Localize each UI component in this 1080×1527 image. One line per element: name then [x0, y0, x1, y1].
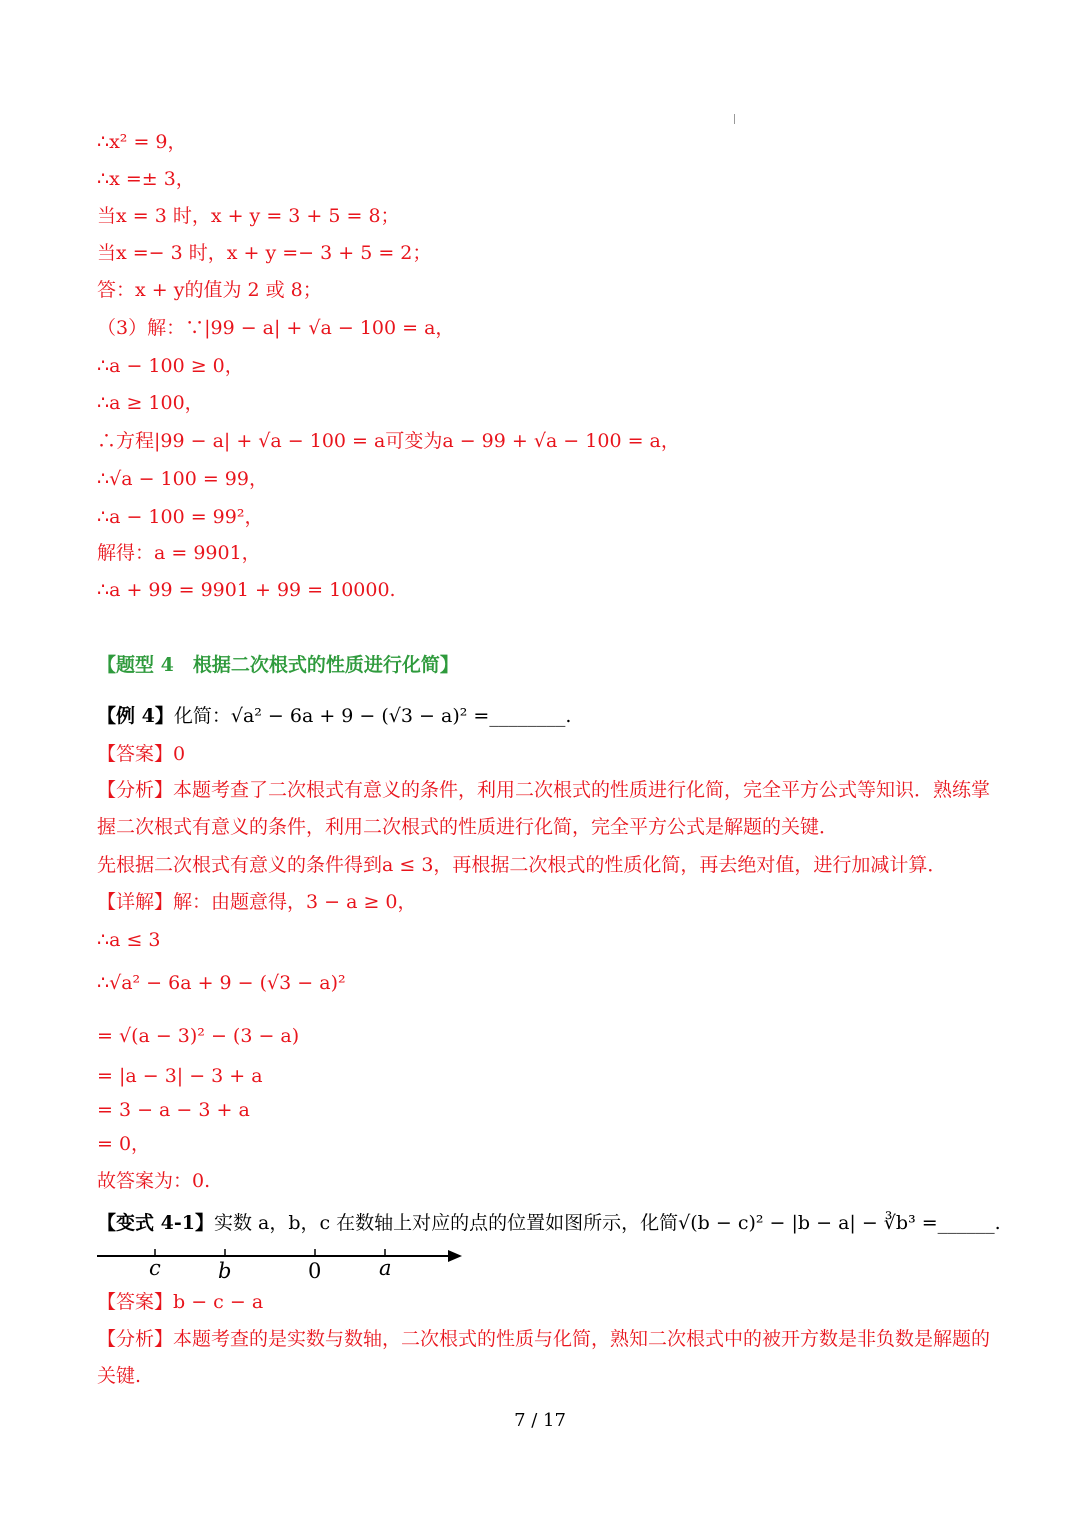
- example-detail: [97, 888, 983, 916]
- example-final: 故答案为：0.: [97, 1170, 211, 1192]
- solution-line-2: ∴x =± 3，: [97, 168, 195, 190]
- variant-analysis-1: [97, 1325, 991, 1353]
- example-detail-label: 【详解】: [97, 891, 174, 913]
- solution-line-9: ∴方程|99 − a| + √a − 100 = a可变为a − 99 + √a − 100 = a，: [97, 430, 680, 452]
- solution-line-6: （3）解：∵|99 − a| + √a − 100 = a，: [97, 317, 455, 339]
- example-step-6: = 0，: [97, 1133, 151, 1155]
- example-answer-label: 【答案】: [97, 743, 174, 765]
- number-line: [0, 1240, 1080, 1280]
- number-line-label-c: c: [149, 1256, 161, 1280]
- number-line-label-0: 0: [308, 1259, 322, 1283]
- example-analysis-text-1: 本题考查了二次根式有意义的条件，利用二次根式的性质进行化简，完全平方公式等知识．熟练掌: [173, 779, 991, 801]
- variant-answer-label: 【答案】: [97, 1291, 174, 1313]
- number-line-arrow: [448, 1250, 462, 1262]
- solution-line-13: ∴a + 99 = 9901 + 99 = 10000.: [97, 579, 396, 601]
- page-mark: [734, 114, 735, 124]
- section-title: 【题型 4 根据二次根式的性质进行化简】: [97, 654, 459, 676]
- variant-question: [97, 1209, 1001, 1237]
- variant-answer-value: b − c − a: [173, 1291, 264, 1313]
- example-detail-text: 解：由题意得，3 − a ≥ 0，: [173, 891, 417, 913]
- solution-line-11: ∴a − 100 = 99²，: [97, 506, 264, 528]
- page-number: 7 / 17: [514, 1410, 566, 1431]
- example-step-3: = √(a − 3)² − (3 − a): [97, 1025, 300, 1047]
- number-line-label-b: b: [218, 1259, 232, 1283]
- variant-analysis-2: 关键.: [97, 1365, 142, 1387]
- variant-analysis-text-1: 本题考查的是实数与数轴，二次根式的性质与化简，熟知二次根式中的被开方数是非负数是解题的: [173, 1328, 991, 1350]
- solution-line-8: ∴a ≥ 100，: [97, 392, 204, 414]
- example-step-4: = |a − 3| − 3 + a: [97, 1065, 263, 1087]
- solution-line-12: 解得：a = 9901，: [97, 542, 261, 564]
- solution-line-4: 当x =− 3 时，x + y =− 3 + 5 = 2；: [97, 242, 432, 264]
- example-analysis-1: [97, 776, 991, 804]
- variant-question-text: 实数 a，b，c 在数轴上对应的点的位置如图所示，化简√(b − c)² − |b − a| − ∛b³ =______.: [213, 1212, 1001, 1234]
- solution-line-10: ∴√a − 100 = 99，: [97, 468, 268, 490]
- variant-label: 【变式 4-1】: [97, 1212, 214, 1234]
- example-label: 【例 4】: [97, 705, 174, 727]
- example-step-1: ∴a ≤ 3: [97, 929, 161, 951]
- example-analysis-3: 先根据二次根式有意义的条件得到a ≤ 3，再根据二次根式的性质化简，再去绝对值，进行加减计算．: [97, 854, 947, 876]
- example-question-text: 化简：√a² − 6a + 9 − (√3 − a)² =________.: [173, 705, 572, 727]
- example-step-5: = 3 − a − 3 + a: [97, 1099, 250, 1121]
- example-answer-value: 0: [173, 743, 186, 765]
- example-question: [97, 702, 983, 730]
- solution-line-3: 当x = 3 时，x + y = 3 + 5 = 8；: [97, 205, 400, 227]
- example-step-2: ∴√a² − 6a + 9 − (√3 − a)²: [97, 972, 346, 994]
- example-analysis-2: 握二次根式有意义的条件，利用二次根式的性质进行化简，完全平方公式是解题的关键．: [97, 816, 839, 838]
- number-line-label-a: a: [379, 1256, 392, 1280]
- solution-line-7: ∴a − 100 ≥ 0，: [97, 355, 244, 377]
- solution-line-5: 答：x + y的值为 2 或 8；: [97, 279, 322, 301]
- example-analysis-label: 【分析】: [97, 779, 174, 801]
- example-answer: [97, 740, 983, 768]
- variant-analysis-label: 【分析】: [97, 1328, 174, 1350]
- variant-answer: [97, 1288, 983, 1316]
- solution-line-1: ∴x² = 9，: [97, 131, 187, 153]
